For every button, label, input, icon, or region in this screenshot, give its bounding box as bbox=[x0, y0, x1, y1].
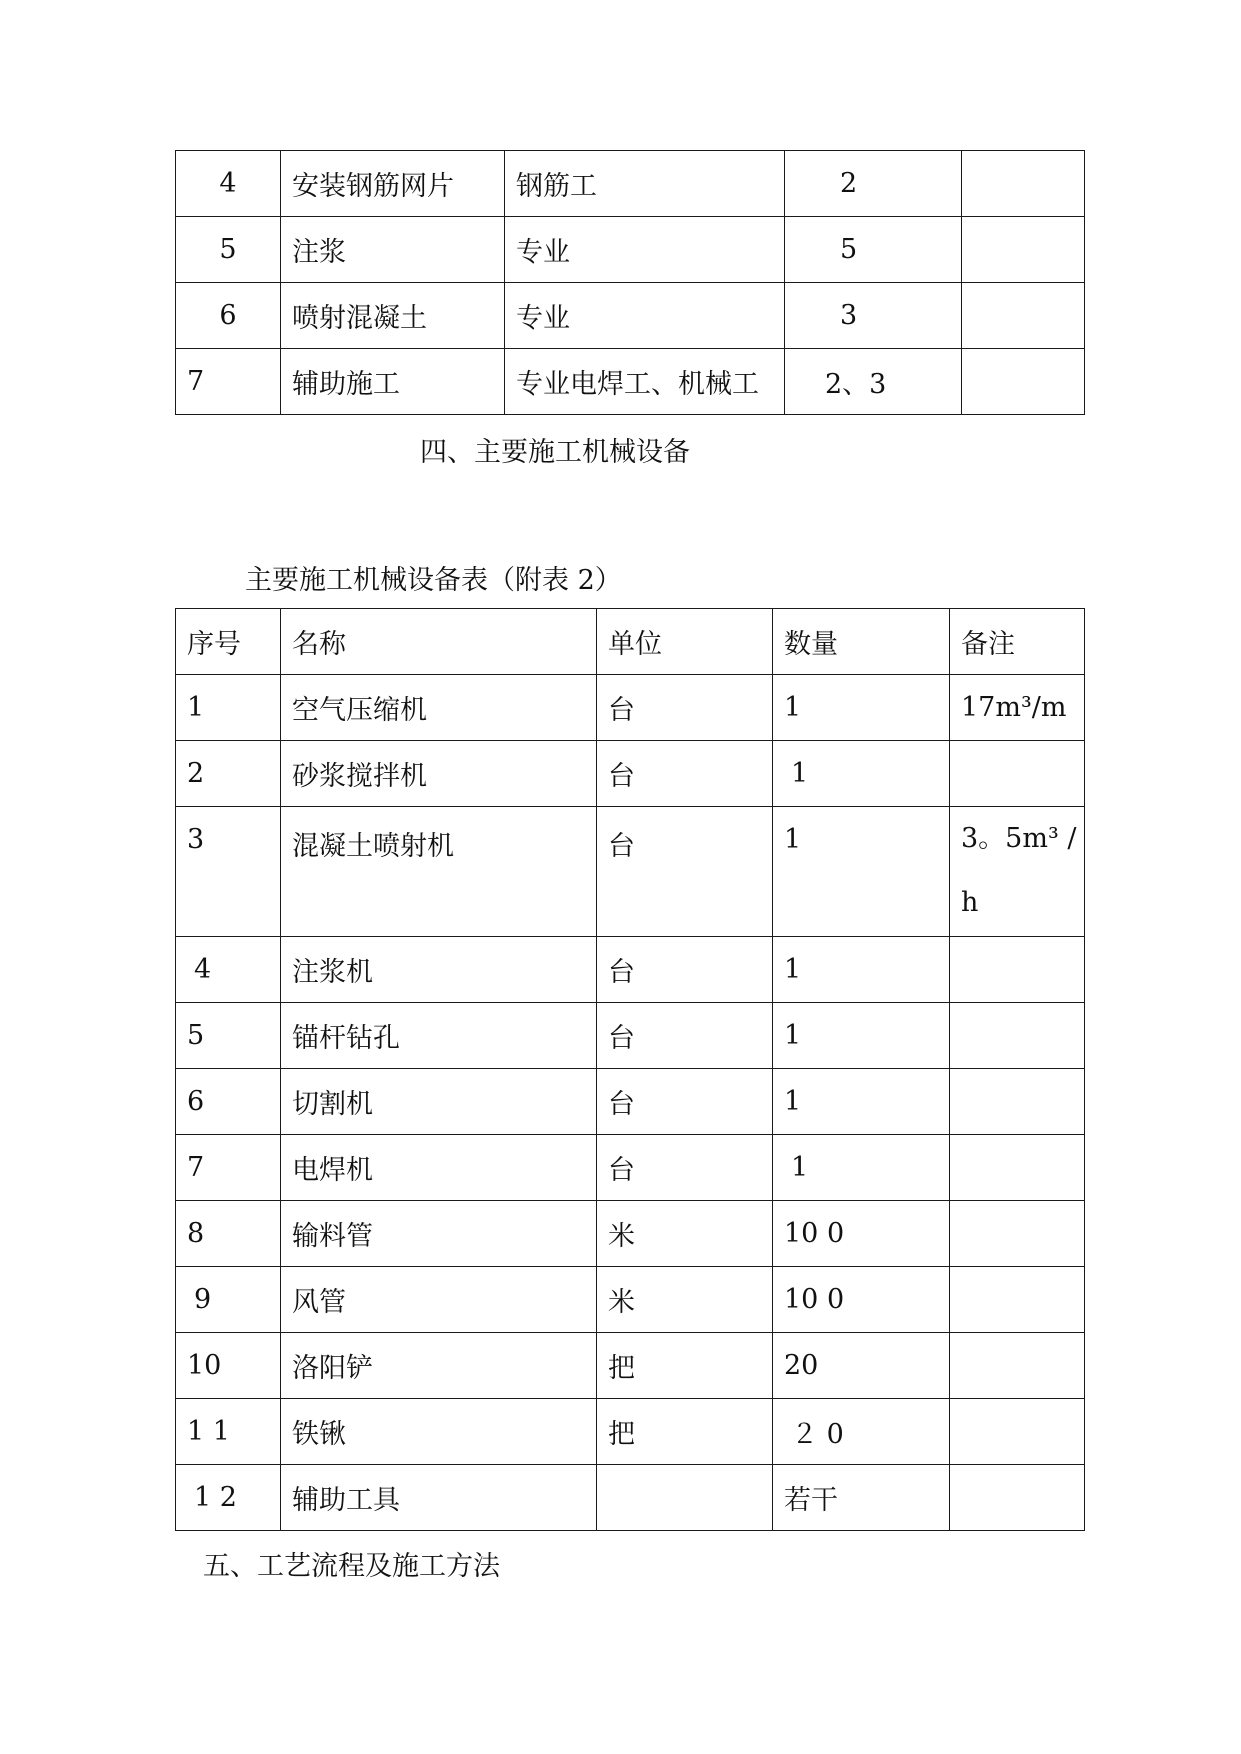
unit-cell: 把 bbox=[597, 1399, 773, 1465]
worker-type: 专业 bbox=[505, 283, 785, 349]
row-number: 5 bbox=[176, 217, 281, 283]
table-row bbox=[176, 349, 1085, 415]
row-number: 8 bbox=[176, 1201, 281, 1267]
qty-cell: 1 bbox=[773, 1135, 950, 1201]
table-row bbox=[176, 1465, 1085, 1531]
qty-cell: 1 bbox=[773, 807, 950, 937]
table-caption: 主要施工机械设备表（附表 2） bbox=[245, 565, 622, 596]
worker-count: 3 bbox=[785, 283, 962, 349]
task-name: 注浆 bbox=[281, 217, 505, 283]
qty-cell: ２ 0 bbox=[773, 1399, 950, 1465]
note-cell bbox=[950, 1333, 1085, 1399]
worker-count: 2 bbox=[785, 151, 962, 217]
equipment-name: 锚杆钻孔 bbox=[281, 1003, 597, 1069]
row-number: 1 bbox=[176, 675, 281, 741]
unit-cell: 台 bbox=[597, 675, 773, 741]
note-cell: 3。5m³ / h bbox=[950, 807, 1085, 937]
row-number: 9 bbox=[176, 1267, 281, 1333]
row-number: 10 bbox=[176, 1333, 281, 1399]
row-number: 4 bbox=[176, 937, 281, 1003]
note-cell bbox=[950, 741, 1085, 807]
table-row bbox=[176, 283, 1085, 349]
note-cell bbox=[950, 1267, 1085, 1333]
worker-type: 钢筋工 bbox=[505, 151, 785, 217]
note-cell bbox=[962, 283, 1085, 349]
equipment-name: 切割机 bbox=[281, 1069, 597, 1135]
equipment-name: 砂浆搅拌机 bbox=[281, 741, 597, 807]
unit-cell: 台 bbox=[597, 1003, 773, 1069]
task-name: 喷射混凝土 bbox=[281, 283, 505, 349]
unit-cell: 米 bbox=[597, 1201, 773, 1267]
equipment-name: 电焊机 bbox=[281, 1135, 597, 1201]
row-number: 6 bbox=[176, 283, 281, 349]
worker-type: 专业电焊工、机械工 bbox=[505, 349, 785, 415]
header-qty: 数量 bbox=[773, 609, 950, 675]
note-cell bbox=[950, 1465, 1085, 1531]
row-number: 1 1 bbox=[176, 1399, 281, 1465]
worker-type: 专业 bbox=[505, 217, 785, 283]
worker-count: 5 bbox=[785, 217, 962, 283]
labor-table bbox=[175, 150, 1085, 415]
note-cell bbox=[950, 1201, 1085, 1267]
unit-cell bbox=[597, 1465, 773, 1531]
row-number: 1 2 bbox=[176, 1465, 281, 1531]
note-cell bbox=[950, 1135, 1085, 1201]
equipment-name: 洛阳铲 bbox=[281, 1333, 597, 1399]
unit-cell: 把 bbox=[597, 1333, 773, 1399]
header-no: 序号 bbox=[176, 609, 281, 675]
qty-cell: 1 bbox=[773, 1069, 950, 1135]
unit-cell: 台 bbox=[597, 807, 773, 937]
row-number: 3 bbox=[176, 807, 281, 937]
equipment-name: 注浆机 bbox=[281, 937, 597, 1003]
note-cell bbox=[950, 1399, 1085, 1465]
note-cell bbox=[950, 1003, 1085, 1069]
equipment-name: 铁锹 bbox=[281, 1399, 597, 1465]
section-heading-machinery: 四、主要施工机械设备 bbox=[420, 437, 690, 468]
equipment-name: 空气压缩机 bbox=[281, 675, 597, 741]
table-row bbox=[176, 1201, 1085, 1267]
unit-cell: 台 bbox=[597, 1069, 773, 1135]
qty-cell: 20 bbox=[773, 1333, 950, 1399]
row-number: 2 bbox=[176, 741, 281, 807]
task-name: 安装钢筋网片 bbox=[281, 151, 505, 217]
qty-cell: 1 bbox=[773, 741, 950, 807]
equipment-name: 输料管 bbox=[281, 1201, 597, 1267]
note-cell bbox=[962, 151, 1085, 217]
table-row bbox=[176, 1267, 1085, 1333]
note-cell bbox=[950, 1069, 1085, 1135]
qty-cell: 1 bbox=[773, 937, 950, 1003]
qty-cell: 10 0 bbox=[773, 1201, 950, 1267]
unit-cell: 台 bbox=[597, 1135, 773, 1201]
unit-cell: 台 bbox=[597, 937, 773, 1003]
table-row bbox=[176, 807, 1085, 937]
table-row bbox=[176, 1333, 1085, 1399]
task-name: 辅助施工 bbox=[281, 349, 505, 415]
qty-cell: 1 bbox=[773, 1003, 950, 1069]
table-row bbox=[176, 937, 1085, 1003]
worker-count: 2、3 bbox=[785, 349, 962, 415]
row-number: 4 bbox=[176, 151, 281, 217]
table-row bbox=[176, 217, 1085, 283]
table-row bbox=[176, 151, 1085, 217]
row-number: 5 bbox=[176, 1003, 281, 1069]
qty-cell: 10 0 bbox=[773, 1267, 950, 1333]
header-note: 备注 bbox=[950, 609, 1085, 675]
qty-cell: 若干 bbox=[773, 1465, 950, 1531]
qty-cell: 1 bbox=[773, 675, 950, 741]
section-heading-process: 五、工艺流程及施工方法 bbox=[203, 1551, 500, 1582]
table-row bbox=[176, 1135, 1085, 1201]
note-cell bbox=[950, 937, 1085, 1003]
table-row bbox=[176, 1399, 1085, 1465]
table-header-row bbox=[176, 609, 1085, 675]
header-unit: 单位 bbox=[597, 609, 773, 675]
equipment-table bbox=[175, 608, 1085, 1531]
table-row bbox=[176, 741, 1085, 807]
note-cell: 17m³/m bbox=[950, 675, 1085, 741]
equipment-name: 风管 bbox=[281, 1267, 597, 1333]
table-row bbox=[176, 1003, 1085, 1069]
equipment-name: 辅助工具 bbox=[281, 1465, 597, 1531]
row-number: 7 bbox=[176, 349, 281, 415]
header-name: 名称 bbox=[281, 609, 597, 675]
equipment-name: 混凝土喷射机 bbox=[281, 807, 597, 937]
unit-cell: 台 bbox=[597, 741, 773, 807]
table-row bbox=[176, 675, 1085, 741]
table-row bbox=[176, 1069, 1085, 1135]
row-number: 6 bbox=[176, 1069, 281, 1135]
note-cell bbox=[962, 217, 1085, 283]
row-number: 7 bbox=[176, 1135, 281, 1201]
unit-cell: 米 bbox=[597, 1267, 773, 1333]
note-cell bbox=[962, 349, 1085, 415]
